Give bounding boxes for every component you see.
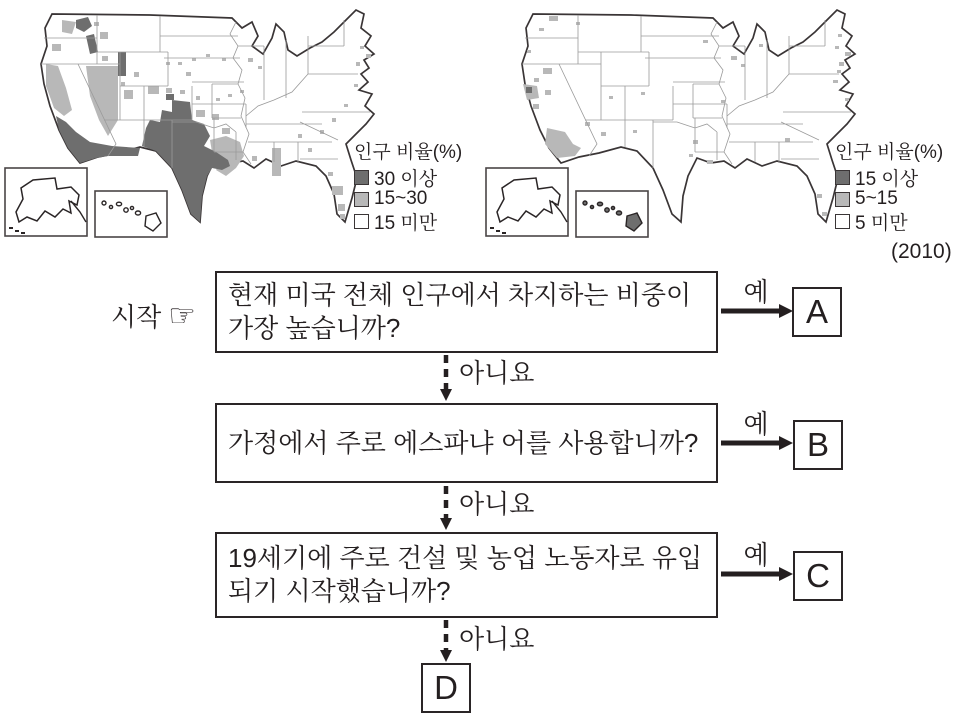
pointing-hand-icon: ☞ [168, 297, 197, 333]
map-panel-right [481, 0, 961, 252]
question-box-2: 가정에서 주로 에스파냐 어를 사용합니까? [215, 403, 718, 483]
legend-swatch-low [354, 214, 369, 229]
yes-label: 예 [743, 540, 769, 570]
alaska-inset-left [5, 168, 87, 236]
us-outline [522, 10, 855, 222]
result-box-d: D [421, 663, 471, 713]
no-label: 아니요 [459, 489, 535, 519]
result-box-b: B [793, 420, 843, 470]
legend-item: 15~30 [354, 190, 480, 208]
map-panel-left [0, 0, 480, 252]
result-box-a: A [792, 287, 842, 337]
legend-item: 5~15 [835, 190, 961, 208]
question-box-3: 19세기에 주로 건설 및 농업 노동자로 유입 되기 시작했습니까? [215, 532, 718, 618]
legend-title: 인구 비율(%) [354, 142, 463, 163]
no-arrow-2 [439, 486, 453, 530]
legend-right [835, 142, 961, 234]
legend-item: 5 미만 [835, 212, 961, 230]
legend-item: 30 이상 [354, 168, 480, 186]
hawaii-inset-right [576, 191, 648, 237]
legend-left [354, 142, 480, 234]
legend-item: 15 미만 [354, 212, 480, 230]
result-box-c: C [793, 551, 843, 601]
yes-label: 예 [743, 409, 769, 439]
legend-title: 인구 비율(%) [835, 142, 944, 163]
no-label: 아니요 [459, 358, 535, 388]
no-label: 아니요 [459, 624, 535, 654]
no-arrow-1 [439, 355, 453, 401]
legend-swatch-low [835, 214, 850, 229]
yes-arrow-1 [721, 303, 793, 319]
legend-swatch-mid [835, 192, 850, 207]
legend-swatch-dark [354, 170, 369, 185]
map2-high-share-areas [526, 87, 532, 93]
yes-arrow-2 [721, 435, 793, 451]
yes-arrow-3 [721, 566, 793, 582]
start-label: 시작 ☞ [111, 297, 197, 333]
legend-swatch-dark [835, 170, 850, 185]
legend-swatch-mid [354, 192, 369, 207]
hawaii-inset-left [95, 191, 167, 237]
yes-label: 예 [743, 277, 769, 307]
legend-item: 15 이상 [835, 168, 961, 186]
no-arrow-3 [439, 620, 453, 662]
alaska-inset-right [486, 168, 568, 236]
question-box-1: 현재 미국 전체 인구에서 차지하는 비중이 가장 높습니까? [215, 271, 718, 353]
year-caption: (2010) [891, 240, 952, 263]
